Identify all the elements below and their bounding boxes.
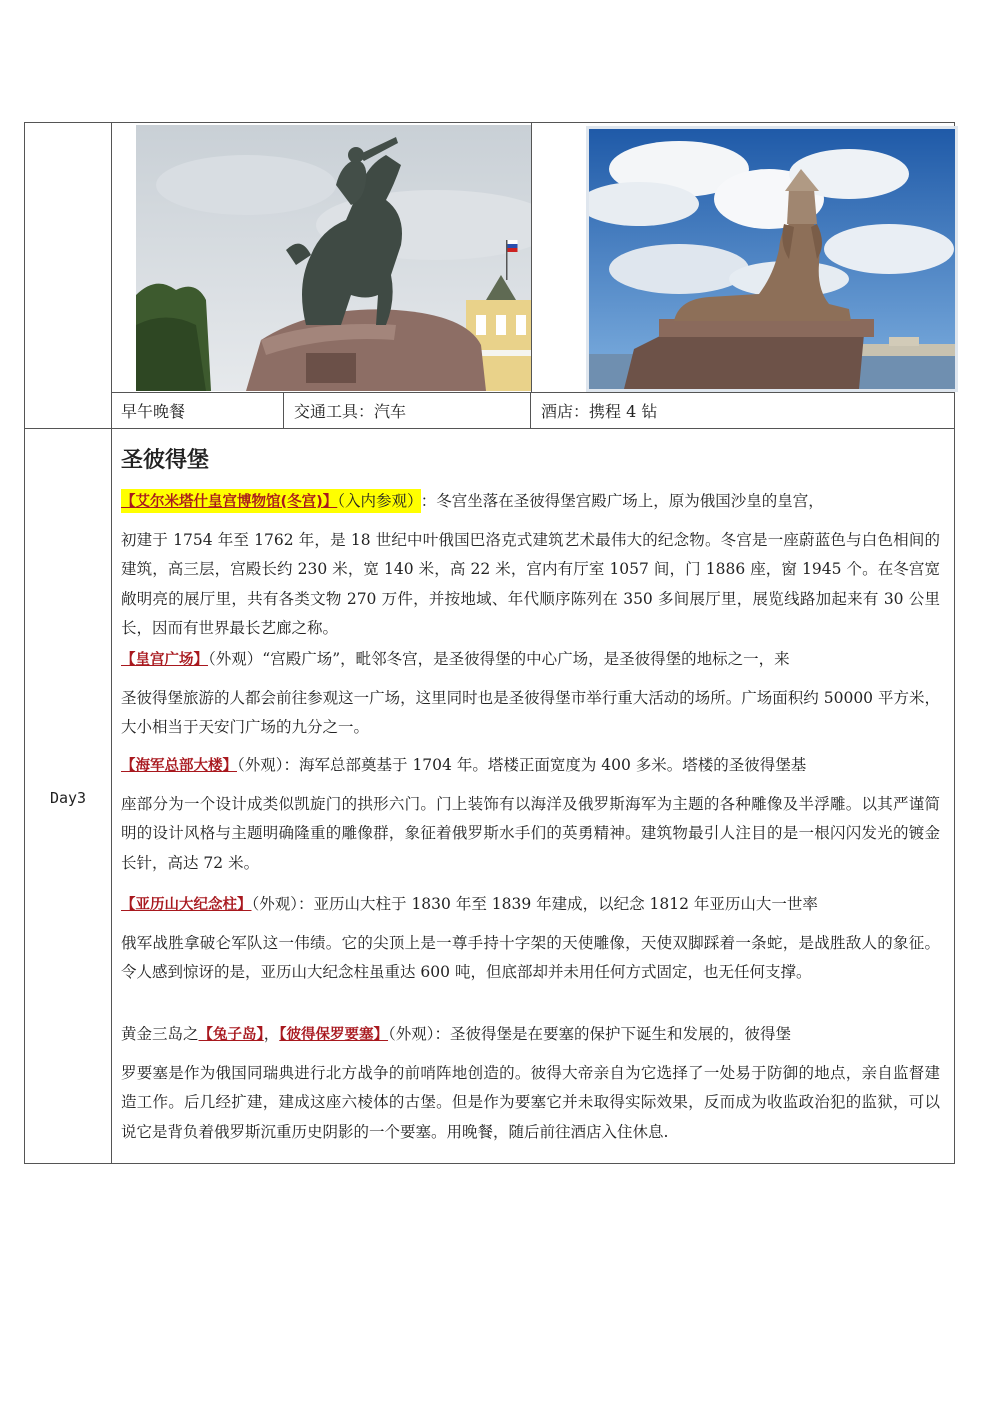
- photo-cell-right: [531, 123, 954, 392]
- visit-note: （外观）: [251, 895, 299, 913]
- section-first-line: [121, 487, 940, 518]
- day-column-empty: [25, 123, 112, 428]
- attraction-name: 【兔子岛】: [198, 1027, 264, 1043]
- attraction-name: 【海军总部大楼】: [121, 758, 237, 774]
- visit-note: （外观）: [388, 1025, 435, 1043]
- itinerary-table: [24, 122, 955, 1164]
- section-first-line: [121, 1020, 940, 1051]
- section-body: 圣彼得堡旅游的人都会前往参观这一广场，这里同时也是圣彼得堡市举行重大活动的场所。广场面积约 50000 平方米，大小相当于天安门广场的九分之一。: [121, 688, 940, 736]
- bronze-horseman-photo: [136, 125, 531, 391]
- day-content: [111, 429, 954, 1163]
- photo-cell-left: [111, 123, 532, 392]
- photo-row: [25, 123, 954, 429]
- photo-strip: [111, 123, 954, 393]
- transport-cell: 交通工具：汽车: [284, 392, 531, 428]
- section-alexander-column: [121, 890, 940, 988]
- section-palace-square: [121, 645, 940, 743]
- first-line-text: ：海军总部奠基于 1704 年。塔楼正面宽度为 400 多米。塔楼的圣彼得堡基: [283, 756, 807, 774]
- section-body: 初建于 1754 年至 1762 年，是 18 世纪中叶俄国巴洛克式建筑艺术最伟大的纪念物。冬宫是一座蔚蓝色与白色相间的建筑，高三层，宫殿长约 230 米，宽 140 米，高 22 米，宫内有厅室 1057 间，门 1886 座，窗 1945 个。在冬宫宽敞明亮的展厅里，共有各类文物 270 万件，并按地域、年代顺序陈列在 350 多间展厅里，展览线路加起来有 30 公里长，因而有世界最长艺廊之称。: [121, 530, 940, 637]
- info-row: [111, 392, 954, 428]
- highlight-mark: [121, 489, 421, 513]
- section-body: 俄军战胜拿破仑军队这一伟绩。它的尖顶上是一尊手持十字架的天使雕像，天使双脚踩着一条蛇，是战胜敌人的象征。令人感到惊讶的是，亚历山大纪念柱虽重达 600 吨，但底部却并未用任何方式固定，也无任何支撑。: [121, 933, 940, 981]
- day-label: Day3: [49, 789, 87, 807]
- section-peter-paul-fortress: [121, 1020, 940, 1147]
- section-admiralty: [121, 751, 940, 878]
- separator: ，: [263, 1025, 280, 1043]
- section-first-line: [121, 645, 940, 676]
- section-body: 罗要塞是作为俄国同瑞典进行北方战争的前哨阵地创造的。彼得大帝亲自为它选择了一处易于防御的地点，亲自监督建造工作。后几经扩建，建成这座六棱体的古堡。但是作为要塞它并未取得实际效果，反而成为收监政治犯的监狱，可以说它是背负着俄罗斯沉重历史阴影的一个要塞。用晚餐，随后前往酒店入住休息.: [121, 1063, 940, 1141]
- meals-cell: 早午晚餐: [111, 392, 284, 428]
- section-first-line: [121, 751, 940, 782]
- attraction-name-2: 【彼得保罗要塞】: [279, 1027, 389, 1043]
- hotel-cell: 酒店：携程 4 钻: [541, 402, 658, 421]
- first-line-text: ：冬宫坐落在圣彼得堡宫殿广场上，原为俄国沙皇的皇宫，: [420, 492, 824, 510]
- first-line-text: “宫殿广场”，毗邻冬宫，是圣彼得堡的中心广场，是圣彼得堡的地标之一，来: [262, 650, 790, 668]
- attraction-name: 【亚历山大纪念柱】: [121, 897, 252, 913]
- section-prefix: 黄金三岛之: [121, 1025, 199, 1043]
- visit-note: （入内参观）: [337, 492, 415, 510]
- section-winter-palace: [121, 487, 940, 644]
- photo-content: [111, 123, 954, 428]
- day-column: [25, 429, 112, 1163]
- visit-note: （外观）: [237, 756, 284, 774]
- section-first-line: [121, 890, 940, 921]
- section-body: 座部分为一个设计成类似凯旋门的拱形六门。门上装饰有以海洋及俄罗斯海军为主题的各种雕像及半浮雕。以其严谨简明的设计风格与主题明确隆重的雕像群，象征着俄罗斯水手们的英勇精神。建筑物最引人注目的是一根闪闪发光的镀金长针，高达 72 米。: [121, 794, 940, 872]
- visit-note: （外观）: [208, 650, 263, 668]
- city-title: 圣彼得堡: [121, 448, 210, 473]
- day-row: [25, 429, 954, 1163]
- first-line-text: ：圣彼得堡是在要塞的保护下诞生和发展的，彼得堡: [434, 1025, 792, 1043]
- attraction-name: 【皇宫广场】: [121, 652, 208, 668]
- attraction-name: 【艾尔米塔什皇宫博物馆(冬宫)】: [121, 494, 338, 510]
- sphinx-photo: [586, 126, 958, 392]
- first-line-text: ：亚历山大柱于 1830 年至 1839 年建成，以纪念 1812 年亚历山大一世率: [298, 895, 818, 913]
